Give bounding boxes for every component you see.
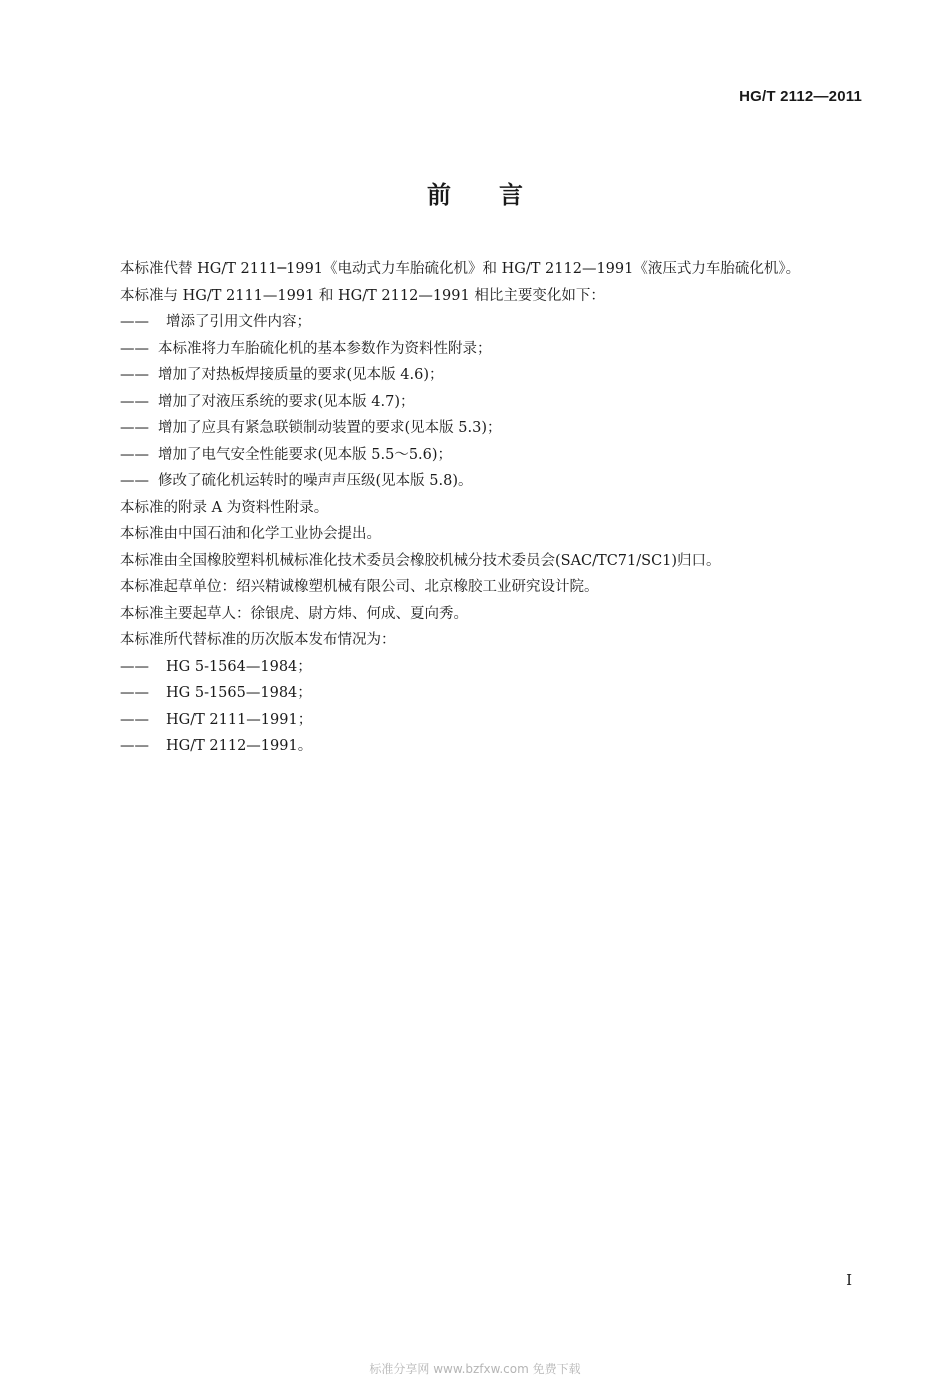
dash: ——	[120, 314, 149, 330]
footer-watermark: 标准分享网 www.bzfxw.com 免费下载	[369, 1362, 581, 1376]
dash: ——	[120, 685, 149, 701]
dash: ——	[120, 446, 149, 463]
history-text: HG/T 2111—1991；	[166, 711, 313, 728]
history-text: HG/T 2112—1991。	[166, 738, 313, 754]
change-text: 增添了引用文件内容；	[166, 314, 311, 330]
history-item	[120, 733, 880, 760]
document-body	[120, 256, 880, 760]
change-text: 增加了对热板焊接质量的要求(见本版 4.6)；	[158, 367, 444, 383]
change-text: 本标准将力车胎硫化机的基本参数作为资料性附录；	[158, 340, 492, 357]
paragraph-changes-intro: 本标准与 HG/T 2111—1991 和 HG/T 2112—1991 相比主要变化如下：	[120, 287, 605, 304]
dash: ——	[120, 473, 149, 489]
info-line: 本标准的附录 A 为资料性附录。	[120, 499, 329, 516]
dash: ——	[120, 738, 149, 754]
change-item	[120, 362, 880, 389]
paragraph-replaces: 本标准代替 HG/T 2111─1991《电动式力车胎硫化机》和 HG/T 2112—1991《液压式力车胎硫化机》。	[120, 261, 801, 277]
info-line: 本标准起草单位：绍兴精诚橡塑机械有限公司、北京橡胶工业研究设计院。	[120, 579, 599, 595]
change-text: 修改了硫化机运转时的噪声声压级(见本版 5.8)。	[158, 473, 473, 489]
change-text: 增加了电气安全性能要求(见本版 5.5～5.6)；	[158, 446, 453, 463]
change-item	[120, 415, 880, 442]
change-item	[120, 442, 880, 469]
change-item	[120, 336, 880, 363]
history-text: HG 5-1564—1984；	[166, 658, 312, 675]
dash: ——	[120, 711, 149, 728]
dash: ——	[120, 420, 149, 436]
change-item	[120, 309, 880, 336]
standard-code: HG/T 2112—2011	[739, 88, 862, 105]
info-line: 本标准由全国橡胶塑料机械标准化技术委员会橡胶机械分技术委员会(SAC/TC71/SC1)归口。	[120, 552, 721, 569]
dash: ——	[120, 340, 149, 357]
dash: ——	[120, 367, 149, 383]
change-text: 增加了对液压系统的要求(见本版 4.7)；	[158, 393, 415, 410]
page-title: 前言	[427, 181, 571, 209]
info-line: 本标准所代替标准的历次版本发布情况为：	[120, 632, 396, 648]
history-item	[120, 654, 880, 681]
page-number: I	[846, 1271, 852, 1289]
change-text: 增加了应具有紧急联锁制动装置的要求(见本版 5.3)；	[158, 420, 502, 436]
info-line: 本标准主要起草人：徐银虎、尉方炜、何成、夏向秀。	[120, 605, 468, 622]
history-text: HG 5-1565—1984；	[166, 685, 312, 701]
dash: ——	[120, 658, 149, 675]
change-item	[120, 468, 880, 495]
info-line: 本标准由中国石油和化学工业协会提出。	[120, 526, 381, 542]
change-item	[120, 389, 880, 416]
history-item	[120, 707, 880, 734]
history-item	[120, 680, 880, 707]
dash: ——	[120, 393, 149, 410]
